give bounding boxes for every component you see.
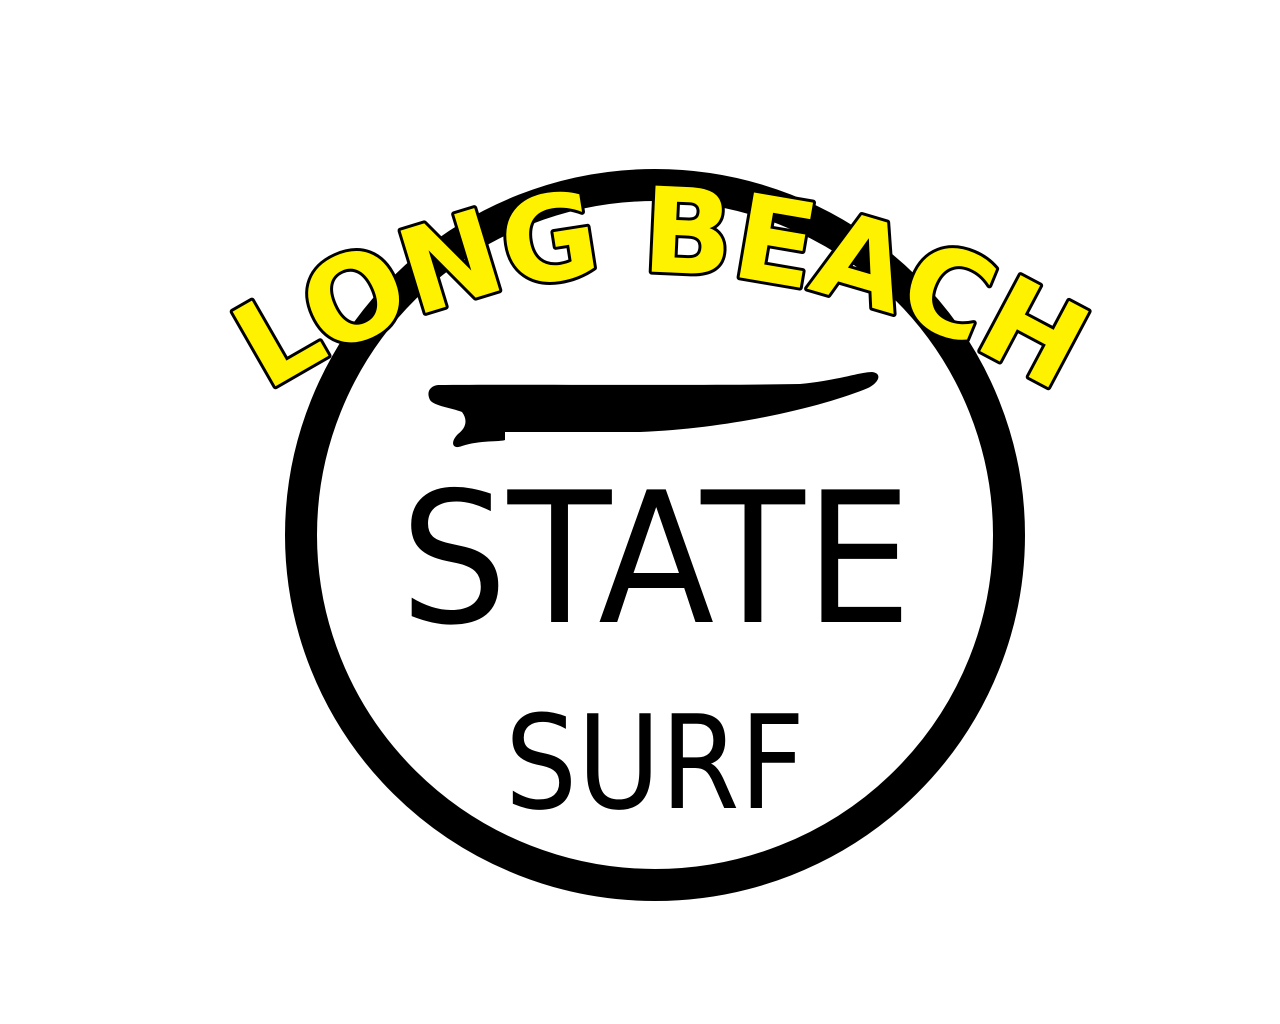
logo-top-text — [211, 161, 1107, 416]
logo-middle-text: STATE — [400, 453, 912, 665]
surfboard-icon — [428, 372, 878, 447]
logo-top-text-path: LONG BEACH — [211, 161, 1108, 417]
logo-bottom-text: SURF — [505, 687, 805, 839]
